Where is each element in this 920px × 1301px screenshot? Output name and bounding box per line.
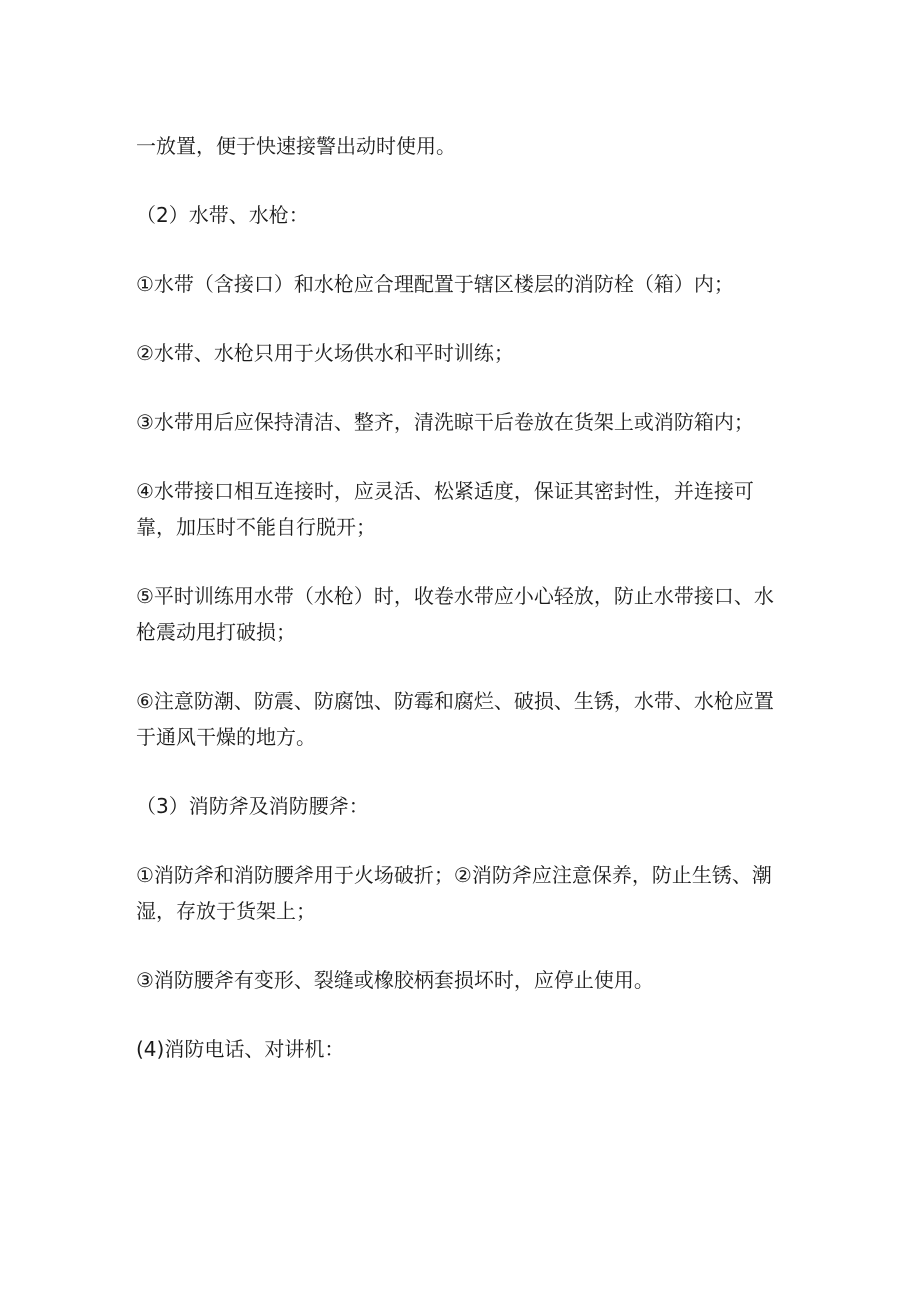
paragraph-axe-items-1-2: ①消防斧和消防腰斧用于火场破折；②消防斧应注意保养，防止生锈、潮湿，存放于货架上； <box>136 863 772 923</box>
section-heading-phone-radio: (4)消防电话、对讲机： <box>136 1037 345 1061</box>
paragraph-hose-item-3: ③水带用后应保持清洁、整齐，清洗晾干后卷放在货架上或消防箱内； <box>136 410 754 434</box>
document-body <box>136 128 786 1067</box>
paragraph-placement-note: 一放置，便于快速接警出动时使用。 <box>136 134 456 158</box>
section-heading-fire-axe: （3）消防斧及消防腰斧： <box>136 794 369 818</box>
paragraph-hose-item-5: ⑤平时训练用水带（水枪）时，收卷水带应小心轻放，防止水带接口、水枪震动甩打破损； <box>136 584 774 644</box>
paragraph-hose-item-2: ②水带、水枪只用于火场供水和平时训练； <box>136 341 514 365</box>
paragraph-hose-item-4: ④水带接口相互连接时，应灵活、松紧适度，保证其密封性，并连接可靠，加压时不能自行脱开； <box>136 479 754 539</box>
paragraph-axe-item-3: ③消防腰斧有变形、裂缝或橡胶柄套损坏时，应停止使用。 <box>136 968 654 992</box>
paragraph-hose-item-1: ①水带（含接口）和水枪应合理配置于辖区楼层的消防栓（箱）内； <box>136 272 734 296</box>
section-heading-hose-nozzle: （2）水带、水枪： <box>136 203 309 227</box>
paragraph-hose-item-6: ⑥注意防潮、防震、防腐蚀、防霉和腐烂、破损、生锈，水带、水枪应置于通风干燥的地方。 <box>136 689 774 749</box>
